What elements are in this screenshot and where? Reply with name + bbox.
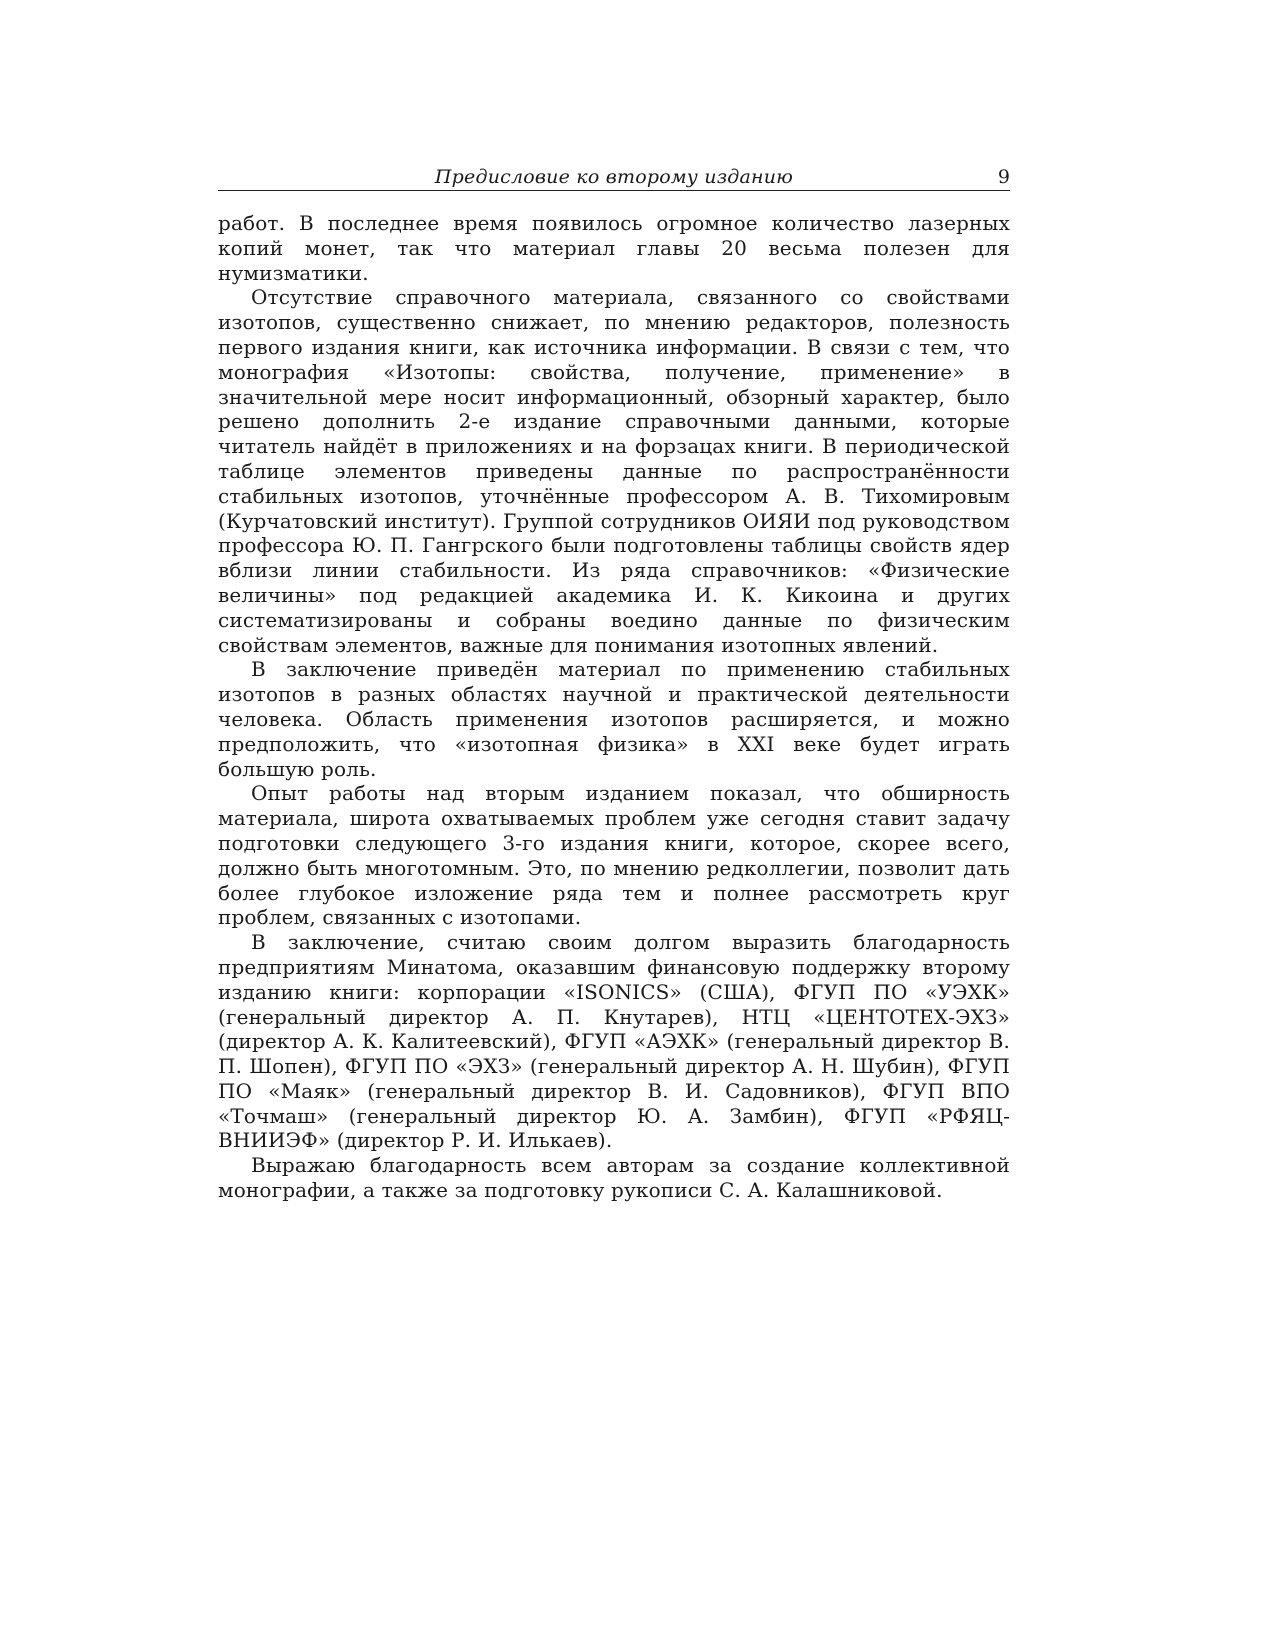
body-text — [218, 211, 1010, 1203]
running-header — [218, 164, 1010, 191]
paragraph-third-edition: Опыт работы над вторым изданием показал, что обширность материала, широта охватываемых проблем уже сегодня ставит задачу подготовки следующего 3-го издания книги, которое, скорее всего, должно быть многотомным. Это, по мнению редколлегии, позволит дать более глубокое изложение ряда тем и полнее рассмотреть круг проблем, связанных с изотопами. — [218, 781, 1010, 930]
paragraph-continuation: работ. В последнее время появилось огромное количество лазерных копий монет, так что материал главы 20 весьма полезен для нумизматики. — [218, 211, 1010, 285]
running-title: Предисловие ко второму изданию — [434, 166, 794, 188]
page-number: 9 — [997, 166, 1010, 188]
paragraph-stable-isotopes: В заключение приведён материал по применению стабильных изотопов в разных областях научной и практической деятельности человека. Область применения изотопов расширяется, и можно предположить, что «изотопная физика» в XXI веке будет играть большую роль. — [218, 657, 1010, 781]
book-page — [218, 164, 1010, 1203]
paragraph-authors-thanks: Выражаю благодарность всем авторам за создание коллективной монографии, а также за подготовку рукописи С. А. Калашниковой. — [218, 1153, 1010, 1203]
paragraph-reference-data: Отсутствие справочного материала, связанного со свойствами изотопов, существенно снижает, по мнению редакторов, полезность первого издания книги, как источника информации. В связи с тем, что монография «Изотопы: свойства, получение, применение» в значительной мере носит информационный, обзорный характер, было решено дополнить 2-е издание справочными данными, которые читатель найдёт в приложениях и на форзацах книги. В периодической таблице элементов приведены данные по распространённости стабильных изотопов, уточнённые профессором А. В. Тихомировым (Курчатовский институт). Группой сотрудников ОИЯИ под руководством профессора Ю. П. Гангрского были подготовлены таблицы свойств ядер вблизи линии стабильности. Из ряда справочников: «Физические величины» под редакцией академика И. К. Кикоина и других систематизированы и собраны воедино данные по физическим свойствам элементов, важные для понимания изотопных явлений. — [218, 285, 1010, 657]
paragraph-acknowledgements: В заключение, считаю своим долгом выразить благодарность предприятиям Минатома, оказавшим финансовую поддержку второму изданию книги: корпорации «ISONICS» (США), ФГУП ПО «УЭХК» (генеральный директор А. П. Кнутарев), НТЦ «ЦЕНТОТЕХ-ЭХЗ» (директор А. К. Калитеевский), ФГУП «АЭХК» (генеральный директор В. П. Шопен), ФГУП ПО «ЭХЗ» (генеральный директор А. Н. Шубин), ФГУП ПО «Маяк» (генеральный директор В. И. Садовников), ФГУП ВПО «Точмаш» (генеральный директор Ю. А. Замбин), ФГУП «РФЯЦ-ВНИИЭФ» (директор Р. И. Илькаев). — [218, 930, 1010, 1153]
